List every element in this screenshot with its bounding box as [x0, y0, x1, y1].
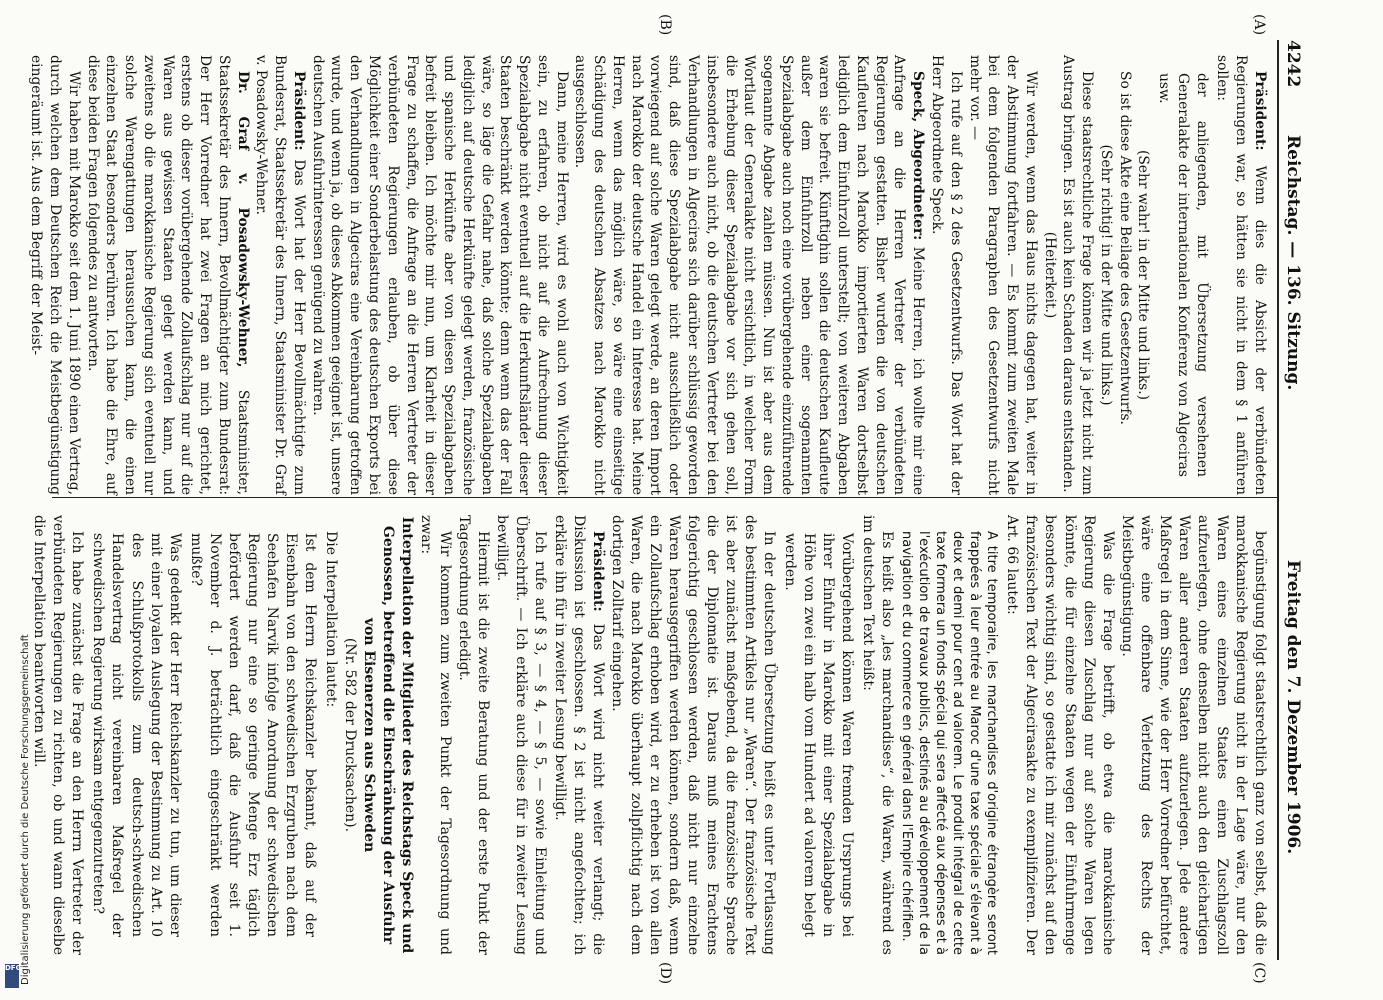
- paragraph-text: In der deutschen Übersetzung heißt es unter Fortlassung des bestimmten Artikels nur „Waren“. Der französische Text ist aber zunächst maßgebend, da die französische Sprache die der Diplomatie ist. Daraus muß meines Erachtens folgerichtig geschlossen werden, daß nicht nur einzelne Waren herausgegriffen werden können, sondern daß, wenn ein Zollaufschlag erhoben wird, er zu erheben ist von allen Waren, die nach Marokko überhaupt zollpflichtig nach dem dortigen Zolltarif eingehen.: [608, 515, 778, 955]
- paragraph-text: Wir haben mit Marokko seit dem 1. Juni 1890 einen Vertrag, durch welchen dem Deutschen Reich die Meistbegünstigung eingeräumt ist. Aus dem Begriff der Meist-: [28, 55, 82, 495]
- paragraph: [1213, 55, 1269, 495]
- funding-note: Digitalisierung gefördert durch die Deutsche Forschungsgemeinschaft: [20, 634, 31, 985]
- speaker-name: Präsident:: [1252, 71, 1268, 151]
- paragraph-text: Wir kommen zum zweiten Punkt der Tagesordnung und zwar:: [418, 515, 454, 955]
- speaker-name: Präsident:: [589, 531, 606, 612]
- paragraph: [1002, 515, 1116, 955]
- session-date: Freitag den 7. Dezember 1906.: [1283, 560, 1303, 855]
- paragraph: [252, 55, 308, 495]
- dfg-logo-text: DFG: [5, 964, 22, 972]
- paragraph: [1059, 55, 1097, 495]
- paragraph: [492, 515, 549, 955]
- margin-mark-d: (D): [657, 962, 673, 985]
- paragraph-text: Dann, meine Herren, wird es wohl auch von Wichtigkeit sein, zu erfahren, ob nicht auf die Aufrechnung dieser Spezialabgabe nicht eventuell auf die Herkunftsländer dieser Staaten beschränkt werden könnte; denn wenn das der Fall wäre, so läge die Gefahr nahe, daß solche Spezialabgaben lediglich auf deutsche Herkünfte gelegt werden, französische und spanische Herkünfte aber von diesen Spezialabgaben befreit bleiben. Ich möchte mir nun, um Klarheit in dieser Frage zu schaffen, die Anfrage an die Herren Vertreter der verbündeten Regierungen erlauben, ob über diese Möglichkeit einer Sonderbelastung des deutschen Exports bei den Verhandlungen in Algeciras eine Vereinbarung getroffen wurde, und wenn ja, ob dieses Abkommen geeignet ist, unsere deutschen Ausfuhrinteressen genügend zu wahren.: [309, 55, 570, 495]
- paragraph-text: Das Wort wird nicht weiter verlangt; die Diskussion ist geschlossen. § 2 ist nicht angefochten; ich erkläre ihn für in zweiter Lesung bewilligt.: [551, 515, 606, 956]
- paragraph-text: Hiermit ist die zweite Beratung und der erste Punkt der Tagesordnung erledigt.: [456, 515, 492, 955]
- paragraph: [416, 515, 454, 955]
- quoted-text: Ist dem Herrn Reichskanzler bekannt, daß auf der Eisenbahn von den schwedischen Erzgruben nach dem Seehafen Narvik infolge Anordnung der schwedischen Regierung nur eine so geringe Menge Erz täglich befördert werden darf, daß die Ausfuhr seit 1. November d. J. beträchtlich eingeschränkt werden mußte?: [187, 533, 318, 937]
- centered-remark: (Sehr richtig! in der Mitte und links.): [1097, 144, 1114, 406]
- paragraph-text: Meine Herren, ich wollte mir eine Anfrage an die Herren Vertreter der verbündeten Regierungen gestatten. Bisher wurden die von deutschen Kaufleuten nach Marokko importierten Waren dortselbst lediglich dem Einfuhrzoll unterstellt; von weiteren Abgaben waren sie befreit. Künftighin sollen die deutschen Kaufleute außer dem Einfuhrzoll neben einer sogenannten Spezialabgabe auch noch eine vorübergehende einzuführende sogenannte Abgabe zahlen müssen. Nun ist aber aus dem Wortlaut der Generalakte nicht ersichtlich, in welcher Form die Erhebung dieser Spezialabgabe vor sich gehen soll, insbesondere auch nicht, ob die deutschen Vertreter bei den Verhandlungen in Algeciras sich darüber schlüssig geworden sind, daß diese Spezialabgabe nicht ausschließlich oder vorwiegend auf solche Waren gelegt werde, an deren Import nach Marokko der deutsche Handel ein Interesse hat. Meine Herren, wenn das möglich wäre, so wäre eine einseitige Schädigung des deutschen Absatzes nach Marokko nicht ausgeschlossen.: [572, 55, 927, 495]
- speaker-name: Speck, Abgeordneter:: [910, 71, 927, 241]
- side-note: [2, 0, 31, 1000]
- paragraph-text: begünstigung folgt staatsrechtlich ganz von selbst, daß die marokkanische Regierung nicht in der Lage wäre, nur den Waren eines einzelnen Staates einen Zuschlagszoll aufzuerlegen, ohne denselben nicht auch den gleichartigen Waren aller anderen Staaten aufzuerlegen. Jede andere Maßregel in dem Sinne, wie der Herr Vorredner befürchtet, wäre eine offenbare Verletzung des Rechts der Meistbegünstigung.: [1118, 515, 1268, 955]
- paragraph: [550, 515, 607, 955]
- paragraph-text: Wenn dies die Absicht der verbündeten Regierungen war, so hätten sie nicht in dem § 1 anführen sollen:: [1214, 55, 1268, 496]
- quoted-text: der anliegenden, mit Übersetzung versehenen Generalakte der internationalen Konferenz von Algeciras usw.: [1156, 73, 1210, 477]
- quoted-text: Was gedenkt der Herr Reichskanzler zu tun, um dieser mit einer loyalen Auslegung der Bestimmung zu Art. 10 des Schlußprotokolls zum deutsch-schwedischen Handelsvertrag nicht vereinbaren Maßregel der schwedischen Regierung wirksam entgegenzutreten?: [90, 533, 183, 937]
- header-rule: [1277, 40, 1279, 960]
- paragraph: [571, 55, 928, 495]
- session-title: Reichstag. — 136. Sitzung.: [1283, 135, 1303, 391]
- speaker-name: Präsident:: [290, 71, 307, 151]
- paragraph-text: Ich habe zunächst die Frage an den Herrn Vertreter der verbündeten Regierungen zu richten, ob und wann dieselbe die Interpellation beantworten will.: [31, 515, 86, 955]
- page-header: [1277, 40, 1303, 960]
- interpellation-heading: Interpellation der Mitglieder des Reichstags Speck und Genossen, betreffend die Einschränkung der Ausfuhr von Eisenerzen aus Schweden: [361, 516, 416, 954]
- paragraph: [927, 55, 965, 495]
- paragraph-text: Das Wort hat der Herr Bevollmächtigte zum Bundesrat, Staatssekretär des Innern, Staatsminister Dr. Graf v. Posadowsky-Wehner.: [253, 55, 307, 495]
- paragraph: [26, 55, 82, 495]
- centered-remark: (Heiterkeit.): [1041, 231, 1058, 319]
- paragraph: [83, 55, 252, 495]
- paragraph-text: Es heißt also „les marchandises“, die Waren, während es im deutschen Text heißt:: [860, 515, 896, 955]
- centered-remark: (Nr. 582 der Drucksachen).: [342, 637, 359, 833]
- page-number: 4242: [1283, 40, 1303, 88]
- paragraph: [965, 55, 1040, 495]
- quoted-text: Vorübergehend können Waren fremden Ursprungs bei ihrer Einfuhr in Marokko mit einer Spezialabgabe in Höhe von zwei ein halb vom Hundert ad valorem belegt werden.: [782, 533, 856, 937]
- paragraph: [321, 515, 340, 955]
- margin-mark-c: (C): [1251, 962, 1267, 984]
- paragraph: [1117, 515, 1269, 955]
- paragraph: [29, 515, 86, 955]
- paragraph: [454, 515, 492, 955]
- paragraph: [308, 55, 571, 495]
- paragraph: [858, 515, 896, 955]
- paragraph-text: Was die Frage betrifft, ob etwa die marokkanische Regierung diesen Zuschlag nur auf solche Waren legen könnte, die für einzelne Staaten wegen der Einfuhrmenge besonders wichtig sind, so gestatte ich mir zunächst auf den französischen Text der Algecirasakte zu exemplifizieren. Der Art. 66 lautet:: [1004, 515, 1116, 955]
- left-column: [26, 55, 1269, 495]
- paragraph-text: Ich rufe auf § 3, — § 4, — § 5, — sowie Einleitung und Überschrift. — Ich erkläre auch diese für in zweiter Lesung bewilligt.: [494, 515, 549, 955]
- centered-remark: (Sehr wahr! in der Mitte und links.): [1135, 149, 1152, 401]
- paragraph-text: Ich rufe auf den § 2 des Gesetzentwurfs. Das Wort hat der Herr Abgeordnete Speck.: [928, 55, 964, 495]
- paragraph-text: So ist diese Akte eine Beilage des Gesetzentwurfs.: [1116, 71, 1133, 425]
- paragraph-text: Wir werden, wenn das Haus nichts dagegen hat, weiter in der Abstimmung fortfahren. — Es kommt zum zweiten Male bei dem folgenden Paragraphen des Gesetzentwurfs nicht mehr vor. —: [966, 55, 1039, 495]
- right-column: [29, 515, 1269, 955]
- paragraph-text: Staatsminister, Staatssekretär des Innern, Bevollmächtigter zum Bundesrat: Der Herr Vorredner hat zwei Fragen an mich gerichtet, erstens ob dieser vorübergehende Zollaufschlag nur auf die Waren aus gewissen Staaten gelegt werden kann, und zweitens ob die marokkanische Regierung sich eventuell nur solche Warengattungen heraussuchen kann, die einen einzelnen Staat besonders berühren. Ich habe die Ehre, auf diese beiden Fragen folgendes zu antworten.: [84, 55, 251, 495]
- paragraph: [1115, 55, 1134, 495]
- paragraph-text: Diese staatsrechtliche Frage können wir ja jetzt nicht zum Austrag bringen. Es ist auch kein Schaden daraus entstanden.: [1060, 55, 1096, 495]
- dfg-logo: [5, 964, 22, 988]
- paragraph-text: Die Interpellation lautet:: [322, 531, 339, 708]
- margin-mark-a: (A): [1251, 14, 1267, 36]
- french-quotation: A titre temporaire, les marchandises d'origine étrangère seront frappées à leur entrée au Maroc d'une taxe spéciale s'élevant à deux et demi pour cent ad valorem. Le produit intégral de cette taxe formera un fonds spécial qui sera affecté aux dépenses et à l'exécution de travaux publics, destinés au développement de la navigation et du commerce en général dans l'Empire chérifien.: [899, 531, 1000, 955]
- margin-mark-b: (B): [657, 14, 673, 36]
- column-divider: [52, 497, 1277, 498]
- paragraph: [607, 515, 778, 955]
- speaker-name: Dr. Graf v. Posadowsky-Wehner,: [234, 71, 251, 368]
